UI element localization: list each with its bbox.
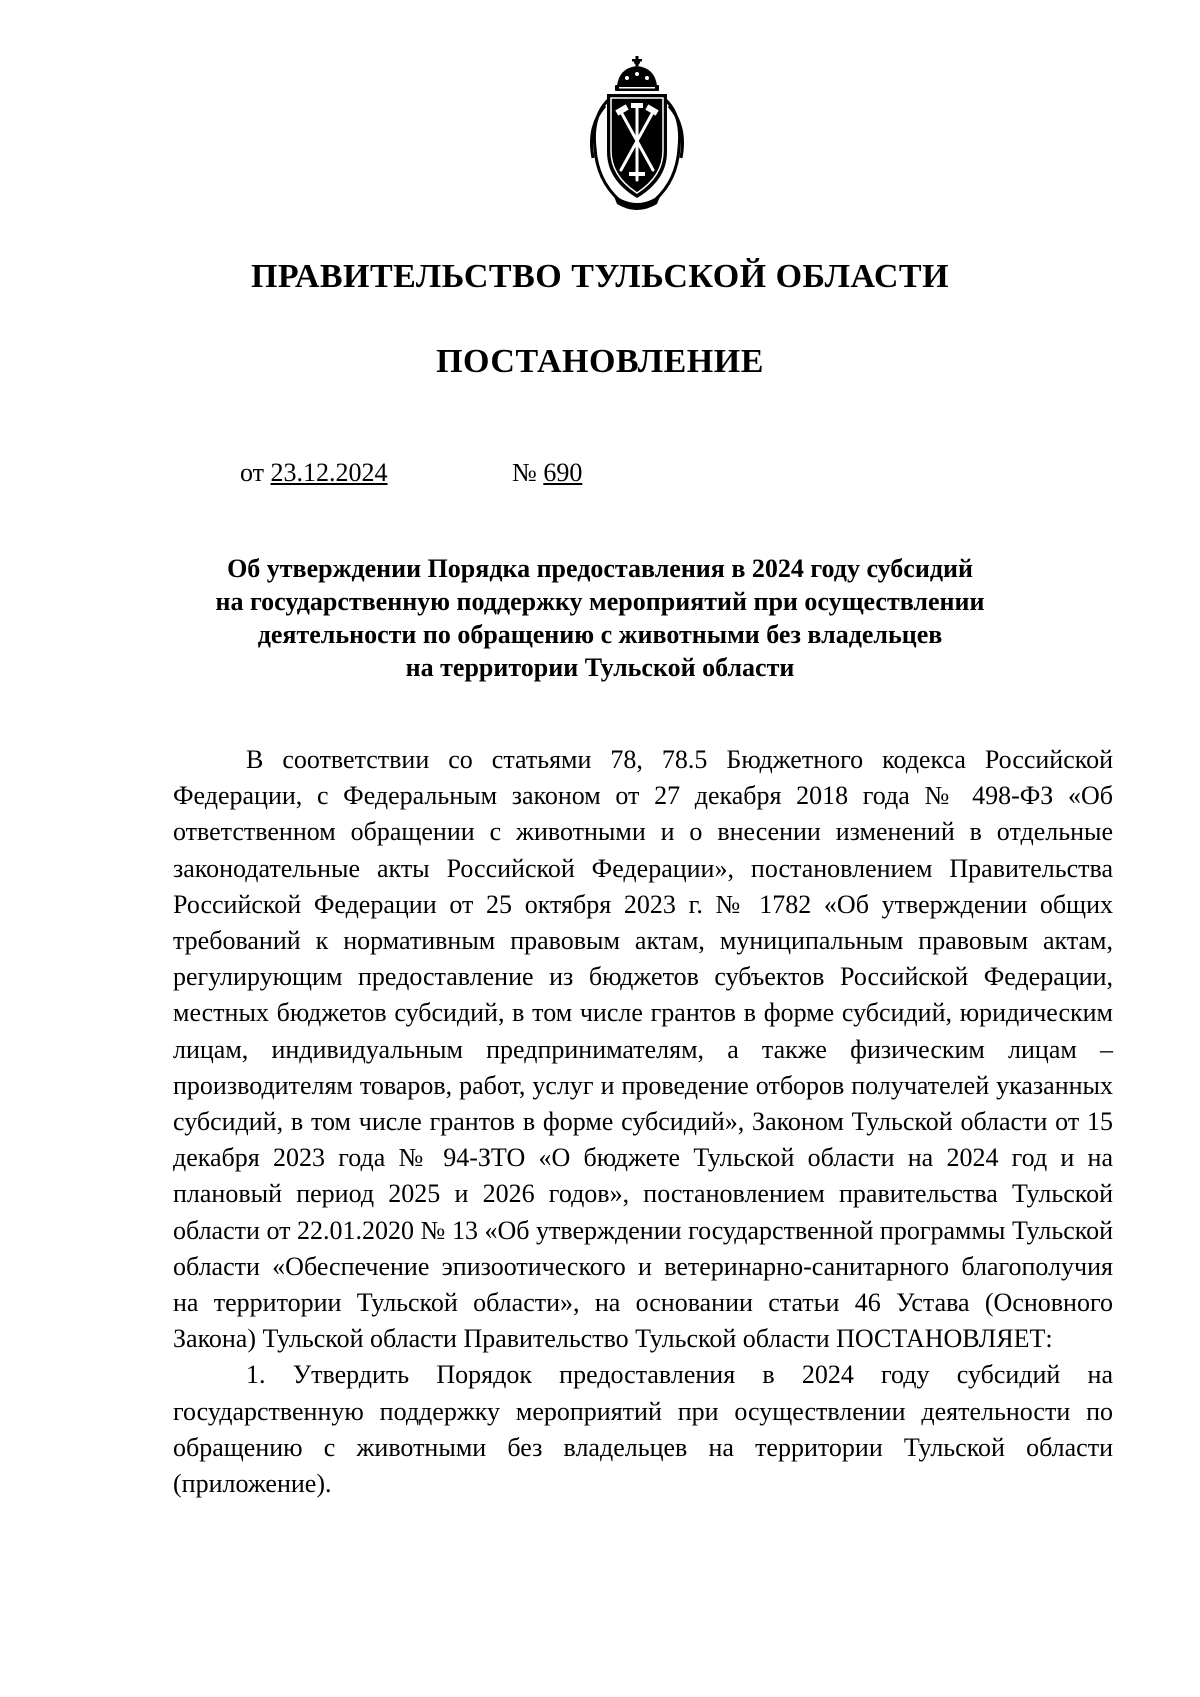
number-prefix: №: [512, 458, 537, 487]
document-date: [240, 458, 388, 488]
subject-line: на государственную поддержку мероприятий при осуществлении: [215, 587, 985, 616]
clause-paragraph: 1. Утвердить Порядок предоставления в 2024 году субсидий на государственную поддержку мероприятий при осуществлении деятельности по обращению с животными без владельцев на территории Тульской области (приложение).: [173, 1360, 1113, 1499]
number-value: 690: [543, 458, 583, 487]
date-prefix: от: [240, 458, 265, 487]
subject-line: Об утверждении Порядка предоставления в 2024 году субсидий: [227, 554, 973, 583]
document-number: [512, 458, 582, 488]
document-subject: [0, 552, 1200, 684]
organization-title: ПРАВИТЕЛЬСТВО ТУЛЬСКОЙ ОБЛАСТИ: [250, 258, 950, 295]
date-value: 23.12.2024: [270, 458, 388, 487]
subject-line: деятельности по обращению с животными без владельцев: [257, 620, 943, 649]
preamble-paragraph: В соответствии со статьями 78, 78.5 Бюджетного кодекса Российской Федерации, с Федеральным законом от 27 декабря 2018 года № 498-ФЗ «Об ответственном обращении с животными и о внесении изменений в отдельные законодательные акты Российской Федерации», постановлением Правительства Российской Федерации от 25 октября 2023 г. № 1782 «Об утверждении общих требований к нормативным правовым актам, муниципальным правовым актам, регулирующим предоставление из бюджетов субъектов Российской Федерации, местных бюджетов субсидий, в том числе грантов в форме субсидий, юридическим лицам, индивидуальным предпринимателям, а также физическим лицам – производителям товаров, работ, услуг и проведение отборов получателей указанных субсидий, в том числе грантов в форме субсидий», Законом Тульской области от 15 декабря 2023 года № 94-ЗТО «О бюджете Тульской области на 2024 год и на плановый период 2025 и 2026 годов», постановлением правительства Тульской области от 22.01.2020 № 13 «Об утверждении государственной программы Тульской области «Обеспечение эпизоотического и ветеринарно-санитарного благополучия на территории Тульской области», на основании статьи 46 Устава (Основного Закона) Тульской области Правительство Тульской области ПОСТАНОВЛЯЕТ:: [173, 745, 1113, 1354]
document-body: [173, 742, 1113, 1502]
subject-line: на территории Тульской области: [405, 653, 795, 682]
coat-of-arms-icon: [583, 52, 691, 214]
document-type: ПОСТАНОВЛЕНИЕ: [436, 343, 764, 380]
